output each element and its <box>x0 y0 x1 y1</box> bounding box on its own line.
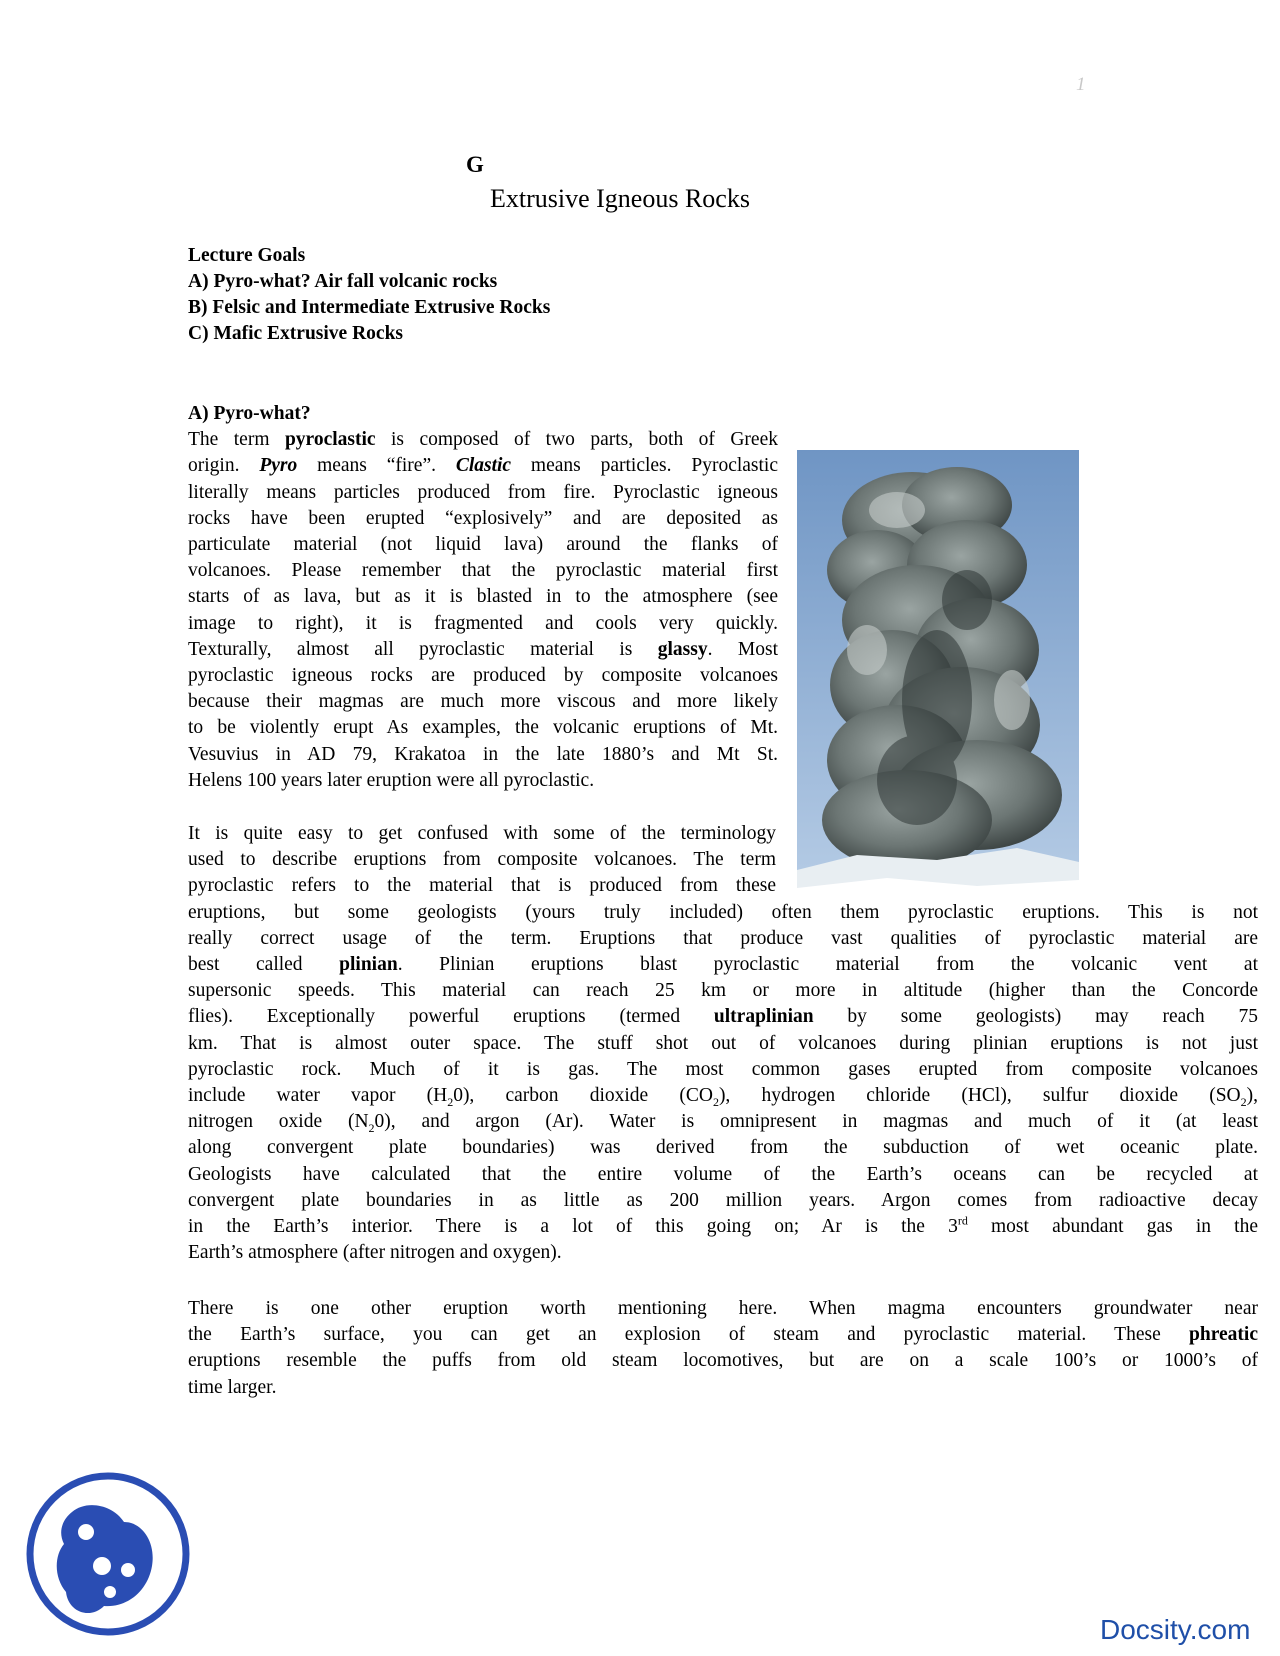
paragraph-line: include water vapor $(H_20)$, carbon dioxide $(CO_2)$, hydrogen chloride (HCl), sulfur dioxide $(SO_2)$, <box>188 1085 1258 1109</box>
lecture-goals <box>188 243 550 347</box>
page-title: Extrusive Igneous Rocks <box>490 184 750 213</box>
paragraph-line: time larger. <box>188 1376 277 1398</box>
section-a <box>188 401 778 794</box>
section-b <box>188 821 1258 1266</box>
paragraph-line: origin. Pyro means “fire”. Clastic means particles. Pyroclastic <box>188 455 778 477</box>
goals-heading: Lecture Goals <box>188 245 306 266</box>
paragraph-line: used to describe eruptions from composite volcanoes. The term <box>188 849 776 871</box>
paragraph-line: The term pyroclastic is composed of two parts, both of Greek <box>188 429 778 451</box>
paragraph-line: There is one other eruption worth mentioning here. When magma encounters groundwater near <box>188 1298 1258 1319</box>
paragraph-line: Vesuvius in AD 79, Krakatoa in the late 1880’s and Mt St. <box>188 743 778 765</box>
paragraph-line: Helens 100 years later eruption were all pyroclastic. <box>188 769 595 791</box>
paragraph-line: supersonic speeds. This material can reach 25 km or more in altitude (higher than the Concorde <box>188 980 1258 1002</box>
section-c <box>188 1296 1258 1401</box>
paragraph-line: pyroclastic igneous rocks are produced by composite volcanoes <box>188 665 778 687</box>
paragraph-line: best called plinian. Plinian eruptions blast pyroclastic material from the volcanic vent at <box>188 954 1258 976</box>
docsity-brand-link[interactable]: Docsity.com <box>1100 1614 1251 1645</box>
paragraph-line: It is quite easy to get confused with some of the terminology <box>188 823 776 844</box>
paragraph-line: pyroclastic refers to the material that is produced from these <box>188 875 776 897</box>
paragraph-line: pyroclastic rock. Much of it is gas. The most common gases erupted from composite volcanoes <box>188 1058 1258 1080</box>
paragraph-line: eruptions resemble the puffs from old steam locomotives, but are on a scale 100’s or 1000’s of <box>188 1350 1258 1372</box>
goal-item: B) Felsic and Intermediate Extrusive Rocks <box>188 297 551 318</box>
paragraph-line: along convergent plate boundaries) was derived from the subduction of wet oceanic plate. <box>188 1137 1258 1159</box>
paragraph-line: Geologists have calculated that the entire volume of the Earth’s oceans can be recycled at <box>188 1163 1258 1185</box>
paragraph-line: really correct usage of the term. Eruptions that produce vast qualities of pyroclastic material are <box>188 927 1258 949</box>
paragraph-line: in the Earth’s interior. There is a lot of this going on; Ar is the 3rd most abundant gas in the <box>188 1213 1258 1238</box>
section-letter: G <box>466 152 484 177</box>
paragraph-line: Earth’s atmosphere (after nitrogen and oxygen). <box>188 1242 562 1264</box>
docsity-logo-icon <box>24 1470 192 1638</box>
goal-item: A) Pyro-what? Air fall volcanic rocks <box>188 271 498 292</box>
paragraph-line: image to right), it is fragmented and cools very quickly. <box>188 612 778 634</box>
goal-item: C) Mafic Extrusive Rocks <box>188 323 404 344</box>
paragraph-line: convergent plate boundaries in as little as 200 million years. Argon comes from radioactive decay <box>188 1189 1258 1211</box>
paragraph-line: starts of as lava, but as it is blasted in to the atmosphere (see <box>188 586 778 608</box>
paragraph-line: km. That is almost outer space. The stuff shot out of volcanoes during plinian eruptions is not just <box>188 1032 1258 1054</box>
section-a-heading: A) Pyro-what? <box>188 403 311 424</box>
paragraph-line: eruptions, but some geologists (yours truly included) often them pyroclastic eruptions. This is not <box>188 901 1258 923</box>
paragraph-line: because their magmas are much more viscous and more likely <box>188 691 778 713</box>
paragraph-line: rocks have been erupted “explosively” and are deposited as <box>188 507 778 529</box>
paragraph-line: the Earth’s surface, you can get an explosion of steam and pyroclastic material. These phreatic <box>188 1324 1258 1346</box>
paragraph-line: to be violently erupt As examples, the volcanic eruptions of Mt. <box>188 717 778 739</box>
paragraph-line: literally means particles produced from fire. Pyroclastic igneous <box>188 481 778 503</box>
paragraph-line: flies). Exceptionally powerful eruptions (termed ultraplinian by some geologists) may reach 75 <box>188 1006 1258 1028</box>
paragraph-line: volcanoes. Please remember that the pyroclastic material first <box>188 560 778 582</box>
paragraph-line: particulate material (not liquid lava) around the flanks of <box>188 534 778 556</box>
paragraph-line: Texturally, almost all pyroclastic material is glassy. Most <box>188 638 778 660</box>
paragraph-line: nitrogen oxide $(N_20)$, and argon (Ar). Water is omnipresent in magmas and much of it (at least <box>188 1111 1258 1136</box>
page-number: 1 <box>1076 74 1086 95</box>
